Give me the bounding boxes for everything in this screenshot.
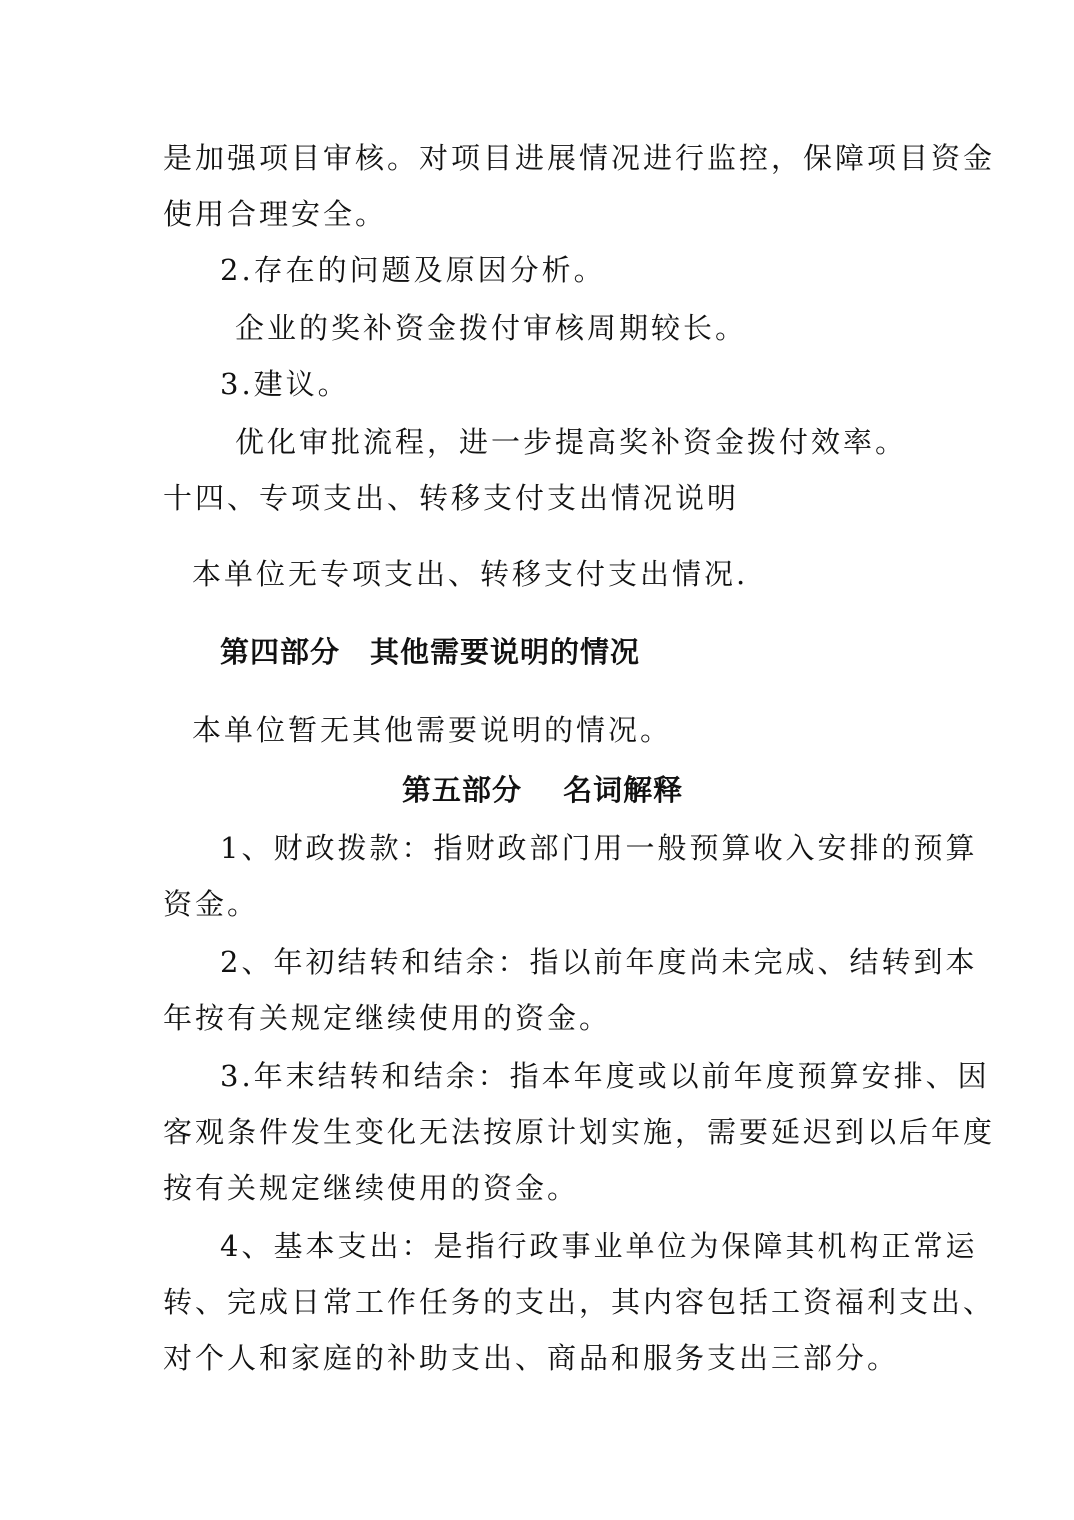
- list-item-title: 2.存在的问题及原因分析。: [220, 253, 606, 287]
- paragraph-line: 优化审批流程，进一步提高奖补资金拨付效率。: [235, 425, 908, 459]
- definition-line: 年按有关规定继续使用的资金。: [163, 1001, 612, 1035]
- paragraph-line: 是加强项目审核。对项目进展情况进行监控，保障项目资金: [163, 141, 996, 175]
- definition-line: 资金。: [163, 887, 260, 921]
- list-item-title: 3.建议。: [220, 367, 350, 401]
- paragraph-line: 使用合理安全。: [163, 197, 388, 231]
- section-heading: 十四、专项支出、转移支付支出情况说明: [163, 481, 740, 515]
- paragraph-line: 本单位无专项支出、转移支付支出情况.: [192, 557, 749, 591]
- definition-line: 转、完成日常工作任务的支出，其内容包括工资福利支出、: [163, 1285, 996, 1319]
- definition-line: 对个人和家庭的补助支出、商品和服务支出三部分。: [163, 1341, 900, 1375]
- definition-line: 2、年初结转和结余：指以前年度尚未完成、结转到本: [220, 945, 978, 979]
- part-heading: 第五部分 名词解释: [402, 773, 684, 807]
- definition-line: 1、财政拨款：指财政部门用一般预算收入安排的预算: [220, 831, 978, 865]
- paragraph-line: 企业的奖补资金拨付审核周期较长。: [235, 311, 748, 345]
- definition-line: 4、基本支出：是指行政事业单位为保障其机构正常运: [220, 1229, 978, 1263]
- paragraph-line: 本单位暂无其他需要说明的情况。: [192, 713, 673, 747]
- part-heading: 第四部分 其他需要说明的情况: [220, 635, 641, 669]
- definition-line: 按有关规定继续使用的资金。: [163, 1171, 580, 1205]
- definition-line: 客观条件发生变化无法按原计划实施，需要延迟到以后年度: [163, 1115, 996, 1149]
- definition-line: 3.年末结转和结余：指本年度或以前年度预算安排、因: [220, 1059, 990, 1093]
